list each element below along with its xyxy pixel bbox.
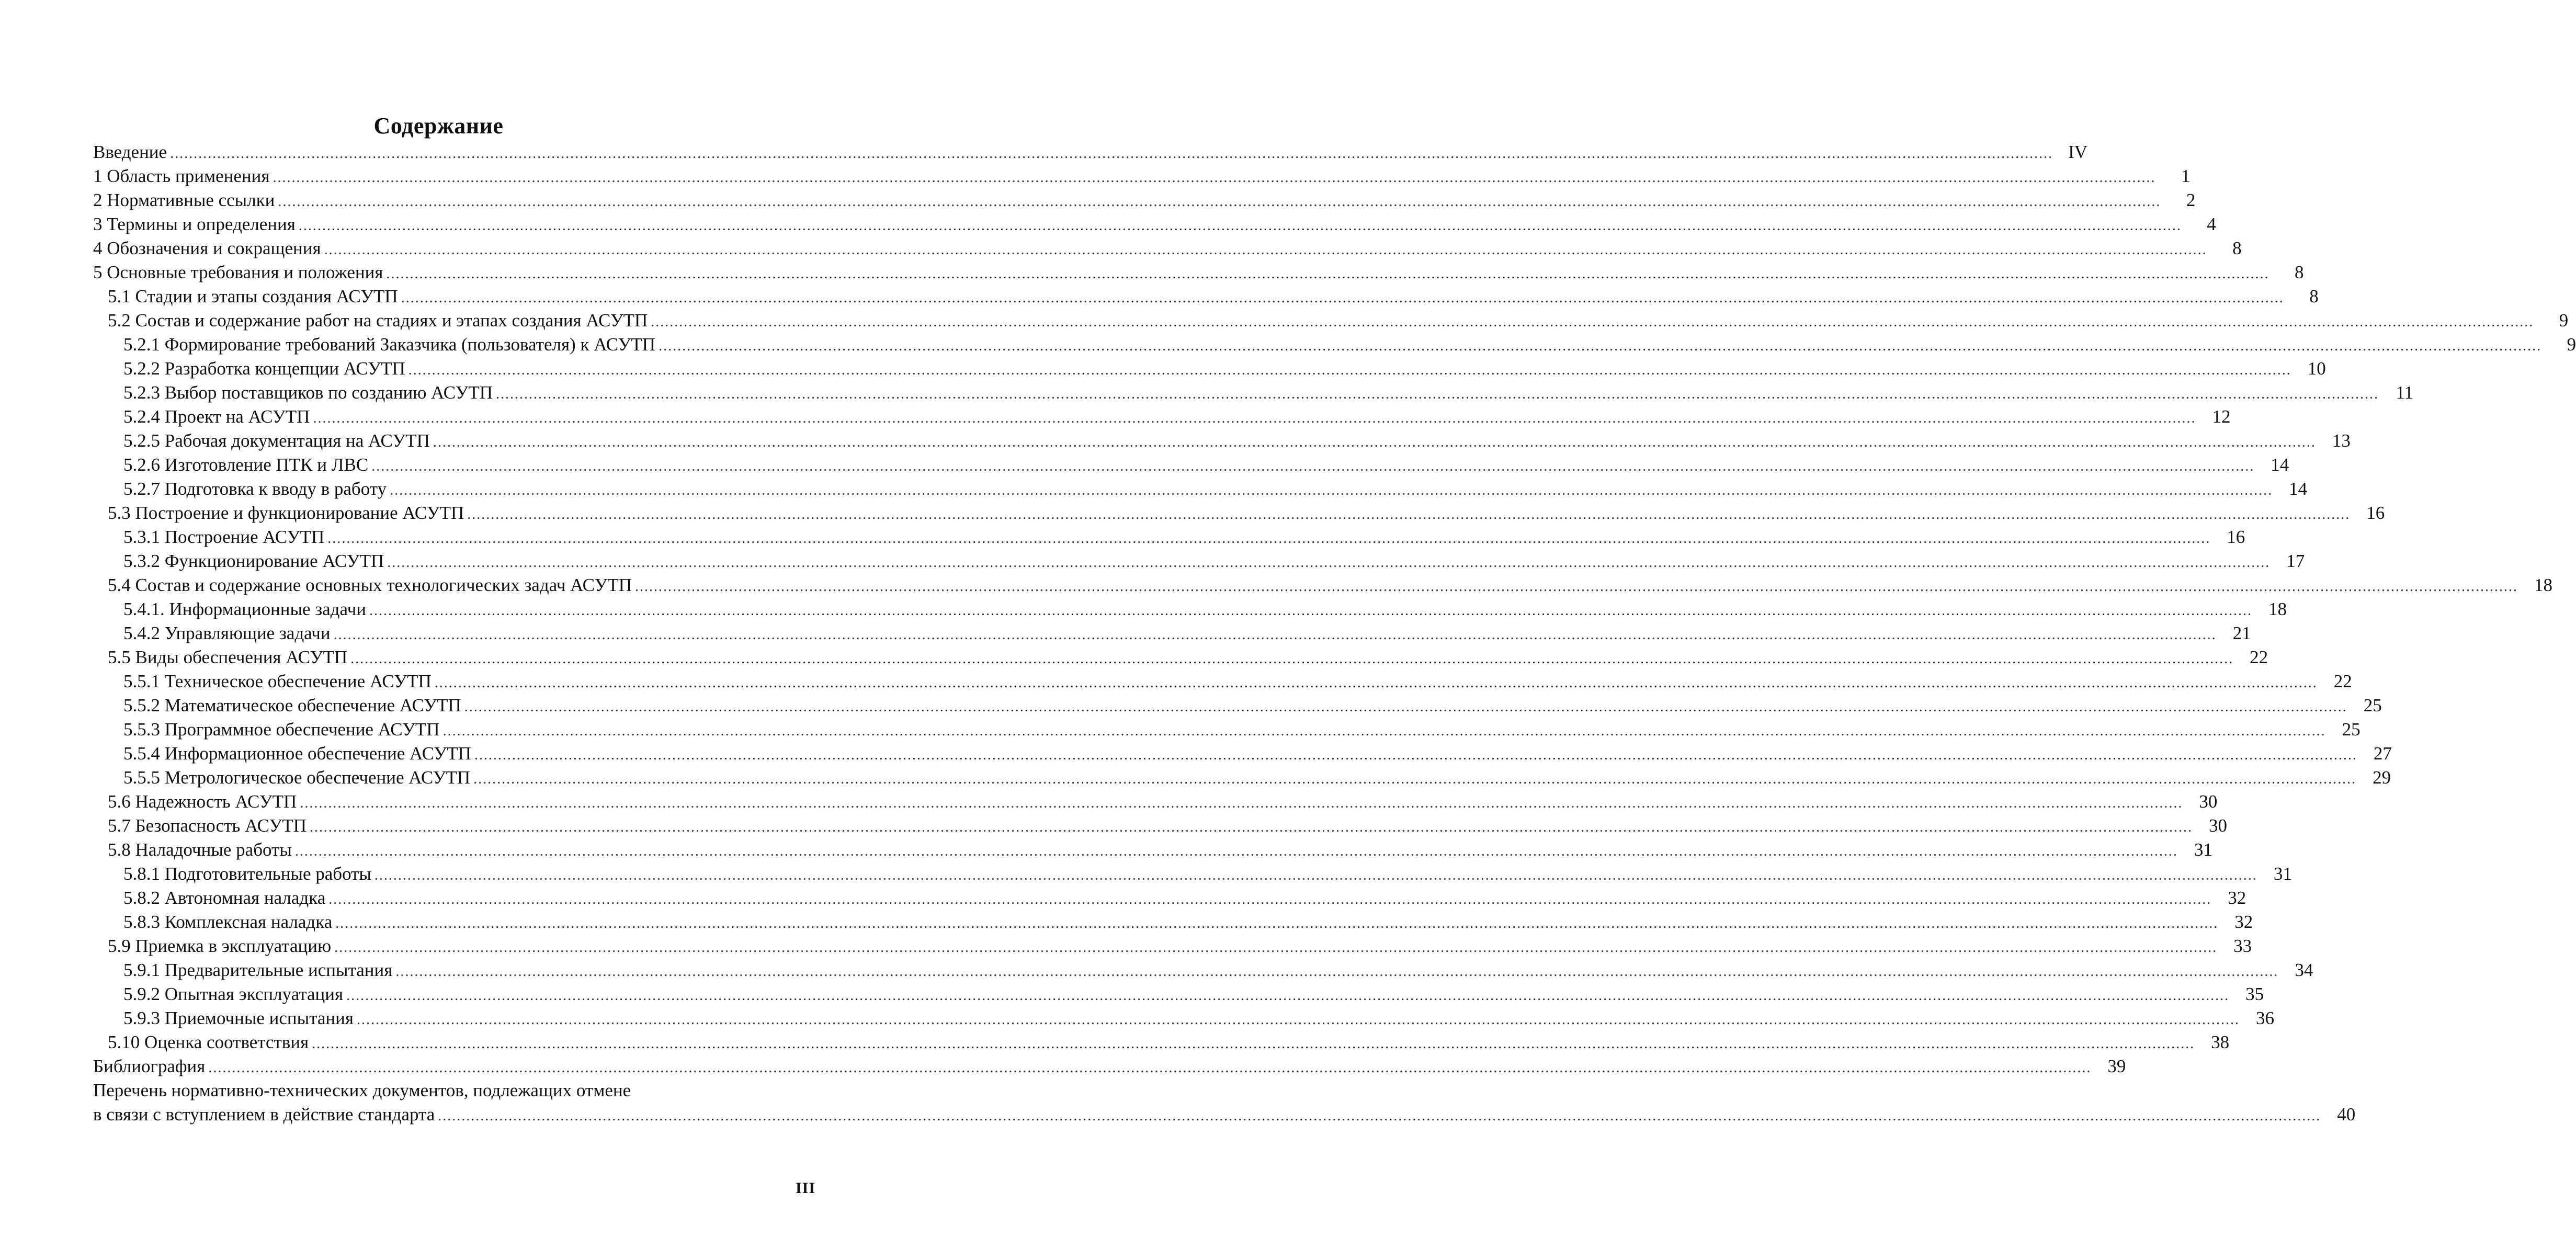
toc-entry-title: 5.9.2 Опытная эксплуатация bbox=[123, 984, 344, 1004]
page-number: III bbox=[795, 1179, 815, 1197]
toc-entry bbox=[93, 236, 2242, 260]
toc-entry-page: 13 bbox=[2332, 430, 2351, 451]
toc-entry-title: 5.2.2 Разработка концепции АСУТП bbox=[123, 358, 405, 379]
toc-entry-line bbox=[93, 164, 2191, 188]
toc-entry-line bbox=[123, 742, 2392, 766]
toc-entry-title: 5.5.1 Техническое обеспечение АСУТП bbox=[123, 671, 432, 691]
dot-leader: ................................................................................................................................................................................................................................................................................................................................................................................................................ bbox=[651, 314, 2534, 330]
toc-entry-page: 14 bbox=[2289, 479, 2308, 499]
dot-leader: ................................................................................................................................................................................................................................................................................................................................................................................................................ bbox=[464, 699, 2347, 715]
toc-entry bbox=[93, 333, 2576, 357]
toc-entry-line bbox=[108, 573, 2552, 597]
dot-leader: ................................................................................................................................................................................................................................................................................................................................................................................................................ bbox=[390, 482, 2273, 498]
toc-entry bbox=[93, 188, 2196, 212]
toc-entry-title: 5.4 Состав и содержание основных технологических задач АСУТП bbox=[108, 575, 632, 595]
dot-leader: ................................................................................................................................................................................................................................................................................................................................................................................................................ bbox=[467, 506, 2351, 523]
toc-entry-page: 17 bbox=[2286, 551, 2305, 571]
dot-leader: ................................................................................................................................................................................................................................................................................................................................................................................................................ bbox=[298, 218, 2182, 234]
toc-entry-title: 5.7 Безопасность АСУТП bbox=[108, 815, 307, 836]
toc-entry bbox=[93, 1054, 2126, 1079]
toc-entry bbox=[93, 549, 2305, 573]
dot-leader: ................................................................................................................................................................................................................................................................................................................................................................................................................ bbox=[309, 819, 2193, 835]
toc-entry-page: 16 bbox=[2366, 503, 2385, 523]
toc-entry-title: Введение bbox=[93, 142, 167, 162]
dot-leader: ................................................................................................................................................................................................................................................................................................................................................................................................................ bbox=[312, 1036, 2195, 1052]
toc-entry-page: 21 bbox=[2232, 623, 2251, 643]
toc-entry-page: 12 bbox=[2212, 406, 2231, 427]
toc-entry-page: 9 bbox=[2567, 334, 2576, 355]
toc-entry-title: в связи с вступлением в действие стандарта bbox=[93, 1104, 435, 1125]
toc-entry-page: 39 bbox=[2107, 1056, 2126, 1076]
toc-entry-line bbox=[123, 381, 2414, 405]
toc-entry-line bbox=[123, 862, 2292, 886]
toc-entry-line bbox=[123, 910, 2253, 934]
dot-leader: ................................................................................................................................................................................................................................................................................................................................................................................................................ bbox=[474, 747, 2357, 763]
toc-entry-line bbox=[108, 814, 2227, 838]
toc-entry-page: 38 bbox=[2211, 1032, 2230, 1052]
toc-entry bbox=[93, 862, 2292, 886]
toc-entry bbox=[93, 838, 2212, 862]
toc-entry-title: 1 Область применения bbox=[93, 166, 270, 186]
toc-entry bbox=[93, 669, 2352, 694]
toc-entry bbox=[93, 597, 2287, 621]
dot-leader: ................................................................................................................................................................................................................................................................................................................................................................................................................ bbox=[401, 290, 2284, 306]
dot-leader: ................................................................................................................................................................................................................................................................................................................................................................................................................ bbox=[333, 627, 2217, 643]
page-title: Содержание bbox=[373, 113, 504, 139]
toc-entry bbox=[93, 357, 2326, 381]
toc-entry bbox=[93, 285, 2319, 309]
toc-entry-page: 18 bbox=[2534, 575, 2552, 595]
toc-entry-title: 3 Термины и определения bbox=[93, 214, 296, 234]
dot-leader: ................................................................................................................................................................................................................................................................................................................................................................................................................ bbox=[170, 145, 2053, 162]
toc-entry-line bbox=[108, 838, 2212, 862]
toc-entry-line bbox=[93, 140, 2088, 164]
toc-entry-page: 25 bbox=[2363, 695, 2382, 716]
toc-entry-page: 18 bbox=[2268, 599, 2287, 619]
toc-entry-line bbox=[93, 1103, 2356, 1127]
toc-entry bbox=[93, 1030, 2230, 1054]
dot-leader: ................................................................................................................................................................................................................................................................................................................................................................................................................ bbox=[395, 963, 2279, 980]
toc-entry-title: 5.2.1 Формирование требований Заказчика (пользователя) к АСУТП bbox=[123, 334, 656, 355]
dot-leader: ................................................................................................................................................................................................................................................................................................................................................................................................................ bbox=[335, 915, 2219, 932]
toc-entry-line bbox=[108, 645, 2268, 669]
toc-entry-line bbox=[123, 718, 2361, 742]
toc-entry-line bbox=[108, 1030, 2230, 1054]
toc-entry-title: 5.9 Приемка в эксплуатацию bbox=[108, 936, 332, 956]
toc-entry-line bbox=[123, 549, 2305, 573]
toc-entry bbox=[93, 814, 2227, 838]
toc-entry-page: 30 bbox=[2199, 791, 2218, 812]
toc-entry-line bbox=[123, 669, 2352, 694]
dot-leader: ................................................................................................................................................................................................................................................................................................................................................................................................................ bbox=[496, 386, 2379, 402]
toc-entry-line bbox=[123, 477, 2308, 501]
toc-entry-title: 5.2 Состав и содержание работ на стадиях и этапах создания АСУТП bbox=[108, 310, 648, 331]
toc-entry bbox=[93, 525, 2245, 549]
toc-entry bbox=[93, 260, 2304, 285]
toc-entry-title: 5.5.5 Метрологическое обеспечение АСУТП bbox=[123, 767, 471, 788]
toc-entry-title: 5.10 Оценка соответствия bbox=[108, 1032, 309, 1052]
toc-entry-title: 2 Нормативные ссылки bbox=[93, 190, 275, 210]
toc-entry-line bbox=[123, 694, 2382, 718]
toc-entry-title: 5.2.7 Подготовка к вводу в работу bbox=[123, 479, 387, 499]
toc-entry-title: 5.5.4 Информационное обеспечение АСУТП bbox=[123, 743, 471, 764]
toc-entry-page: 8 bbox=[2294, 262, 2304, 282]
toc-entry-line bbox=[123, 333, 2576, 357]
toc-entry-page: 36 bbox=[2256, 1008, 2274, 1028]
toc-entry-page: 31 bbox=[2273, 864, 2292, 884]
toc-entry-title: 5.3.2 Функционирование АСУТП bbox=[123, 551, 384, 571]
toc-entry-title: 5.4.2 Управляющие задачи bbox=[123, 623, 331, 643]
dot-leader: ................................................................................................................................................................................................................................................................................................................................................................................................................ bbox=[328, 891, 2212, 907]
toc-entry-page: 8 bbox=[2309, 286, 2319, 307]
toc-entry-page: 11 bbox=[2396, 382, 2414, 403]
toc-entry-line bbox=[123, 597, 2287, 621]
dot-leader: ................................................................................................................................................................................................................................................................................................................................................................................................................ bbox=[473, 771, 2357, 787]
dot-leader: ................................................................................................................................................................................................................................................................................................................................................................................................................ bbox=[434, 675, 2318, 691]
toc-entry-page: 27 bbox=[2373, 743, 2392, 764]
toc-entry-page: 16 bbox=[2227, 527, 2245, 547]
toc-entry-title-line1: Перечень нормативно-технических документов, подлежащих отмене bbox=[93, 1080, 631, 1100]
toc-entry-page: 25 bbox=[2342, 719, 2361, 740]
dot-leader: ................................................................................................................................................................................................................................................................................................................................................................................................................ bbox=[208, 1060, 2092, 1076]
toc-entry-title: 5.9.1 Предварительные испытания bbox=[123, 960, 393, 980]
toc-entry-title: 5.4.1. Информационные задачи bbox=[123, 599, 366, 619]
toc-entry-title: 5 Основные требования и положения bbox=[93, 262, 383, 282]
toc-entry-title: 5.9.3 Приемочные испытания bbox=[123, 1008, 354, 1028]
toc-entry-page: 31 bbox=[2194, 839, 2212, 860]
toc-entry-title: 5.6 Надежность АСУТП bbox=[108, 791, 297, 812]
toc-entry-title: 5.5 Виды обеспечения АСУТП bbox=[108, 647, 348, 667]
toc-entry-page: 32 bbox=[2228, 888, 2246, 908]
toc-entry bbox=[93, 405, 2231, 429]
toc-entry-title: 5.2.3 Выбор поставщиков по созданию АСУТП bbox=[123, 382, 493, 403]
toc-entry-page: 32 bbox=[2234, 912, 2253, 932]
dot-leader: ................................................................................................................................................................................................................................................................................................................................................................................................................ bbox=[327, 530, 2211, 547]
dot-leader: ................................................................................................................................................................................................................................................................................................................................................................................................................ bbox=[387, 554, 2271, 571]
dot-leader: ................................................................................................................................................................................................................................................................................................................................................................................................................ bbox=[350, 651, 2234, 667]
dot-leader: ................................................................................................................................................................................................................................................................................................................................................................................................................ bbox=[634, 578, 2518, 595]
dot-leader: ................................................................................................................................................................................................................................................................................................................................................................................................................ bbox=[346, 987, 2230, 1004]
toc-entry-page: 29 bbox=[2373, 767, 2391, 788]
dot-leader: ................................................................................................................................................................................................................................................................................................................................................................................................................ bbox=[334, 939, 2218, 956]
toc-entry-page: 2 bbox=[2186, 190, 2196, 210]
toc-entry-page: 40 bbox=[2337, 1104, 2356, 1125]
toc-entry-page: 22 bbox=[2250, 647, 2268, 667]
toc-entry bbox=[93, 164, 2191, 188]
toc-entry bbox=[93, 501, 2385, 525]
toc-entry bbox=[93, 886, 2246, 910]
toc-entry-title: Библиография bbox=[93, 1056, 206, 1076]
toc-entry bbox=[93, 1079, 2356, 1127]
toc-entry-title: 5.2.4 Проект на АСУТП bbox=[123, 406, 310, 427]
dot-leader: ................................................................................................................................................................................................................................................................................................................................................................................................................ bbox=[371, 458, 2255, 474]
toc-entry-line bbox=[93, 236, 2242, 260]
toc-entry-title: 5.5.3 Программное обеспечение АСУТП bbox=[123, 719, 440, 740]
toc-entry-page: 10 bbox=[2307, 358, 2326, 379]
toc-entry-line bbox=[108, 501, 2385, 525]
toc-entry-line bbox=[123, 766, 2391, 790]
toc-entry bbox=[93, 212, 2216, 236]
toc-entry-page: 4 bbox=[2207, 214, 2216, 234]
toc-entry-line bbox=[123, 429, 2351, 453]
toc-entry-page: IV bbox=[2068, 142, 2088, 162]
toc-entry-line bbox=[93, 1054, 2126, 1079]
toc-entry bbox=[93, 477, 2308, 501]
toc-entry-line bbox=[123, 525, 2245, 549]
dot-leader: ................................................................................................................................................................................................................................................................................................................................................................................................................ bbox=[278, 194, 2161, 210]
toc-entry-title: 5.8.1 Подготовительные работы bbox=[123, 864, 371, 884]
toc-entry-line bbox=[123, 982, 2264, 1006]
toc-entry bbox=[93, 718, 2361, 742]
toc-entry bbox=[93, 910, 2253, 934]
table-of-contents bbox=[93, 140, 2576, 1127]
dot-leader: ................................................................................................................................................................................................................................................................................................................................................................................................................ bbox=[408, 362, 2291, 378]
toc-entry-title: 5.8.2 Автономная наладка bbox=[123, 888, 326, 908]
toc-entry bbox=[93, 766, 2391, 790]
toc-entry bbox=[93, 621, 2251, 645]
toc-entry-line bbox=[108, 790, 2218, 814]
toc-entry-line bbox=[93, 188, 2196, 212]
dot-leader: ................................................................................................................................................................................................................................................................................................................................................................................................................ bbox=[300, 795, 2183, 811]
toc-entry-line bbox=[123, 1006, 2274, 1030]
dot-leader: ................................................................................................................................................................................................................................................................................................................................................................................................................ bbox=[313, 410, 2196, 426]
dot-leader: ................................................................................................................................................................................................................................................................................................................................................................................................................ bbox=[369, 603, 2252, 619]
toc-entry-page: 1 bbox=[2181, 166, 2191, 186]
toc-entry-page: 14 bbox=[2271, 455, 2289, 475]
toc-entry-page: 35 bbox=[2245, 984, 2264, 1004]
toc-entry bbox=[93, 309, 2569, 333]
toc-entry-page: 22 bbox=[2333, 671, 2352, 691]
toc-entry bbox=[93, 381, 2414, 405]
toc-entry-line bbox=[108, 285, 2319, 309]
toc-entry-line bbox=[123, 453, 2289, 477]
toc-entry-title: 5.5.2 Математическое обеспечение АСУТП bbox=[123, 695, 461, 716]
toc-entry-title: 5.2.6 Изготовление ПТК и ЛВС bbox=[123, 455, 369, 475]
toc-entry-title: 5.3 Построение и функционирование АСУТП bbox=[108, 503, 464, 523]
toc-entry-line bbox=[123, 405, 2231, 429]
toc-entry-title: 4 Обозначения и сокращения bbox=[93, 238, 321, 258]
toc-entry bbox=[93, 429, 2351, 453]
toc-entry-title: 5.8 Наладочные работы bbox=[108, 839, 292, 860]
toc-entry-line bbox=[108, 309, 2569, 333]
toc-entry-line bbox=[123, 958, 2313, 982]
toc-entry-line bbox=[123, 357, 2326, 381]
toc-entry bbox=[93, 1006, 2274, 1030]
toc-entry-page: 8 bbox=[2232, 238, 2242, 258]
toc-entry bbox=[93, 790, 2218, 814]
toc-entry bbox=[93, 645, 2268, 669]
toc-entry-line bbox=[123, 621, 2251, 645]
toc-entry-title: 5.2.5 Рабочая документация на АСУТП bbox=[123, 430, 430, 451]
toc-entry bbox=[93, 982, 2264, 1006]
toc-entry bbox=[93, 694, 2382, 718]
toc-entry-title: 5.8.3 Комплексная наладка bbox=[123, 912, 333, 932]
dot-leader: ................................................................................................................................................................................................................................................................................................................................................................................................................ bbox=[374, 867, 2257, 883]
toc-entry bbox=[93, 573, 2552, 597]
dot-leader: ................................................................................................................................................................................................................................................................................................................................................................................................................ bbox=[438, 1108, 2321, 1124]
toc-entry bbox=[93, 453, 2289, 477]
dot-leader: ................................................................................................................................................................................................................................................................................................................................................................................................................ bbox=[442, 723, 2326, 739]
dot-leader: ................................................................................................................................................................................................................................................................................................................................................................................................................ bbox=[324, 242, 2207, 258]
dot-leader: ................................................................................................................................................................................................................................................................................................................................................................................................................ bbox=[433, 434, 2316, 450]
toc-entry bbox=[93, 958, 2313, 982]
toc-entry bbox=[93, 140, 2088, 164]
toc-entry-title: 5.1 Стадии и этапы создания АСУТП bbox=[108, 286, 398, 307]
toc-entry bbox=[93, 742, 2392, 766]
toc-entry-title: 5.3.1 Построение АСУТП bbox=[123, 527, 325, 547]
toc-entry-line bbox=[108, 934, 2252, 958]
toc-entry-page: 9 bbox=[2559, 310, 2569, 331]
dot-leader: ................................................................................................................................................................................................................................................................................................................................................................................................................ bbox=[294, 843, 2178, 859]
toc-entry-line bbox=[93, 260, 2304, 285]
dot-leader: ................................................................................................................................................................................................................................................................................................................................................................................................................ bbox=[386, 266, 2269, 282]
toc-entry-page: 34 bbox=[2295, 960, 2313, 980]
dot-leader: ................................................................................................................................................................................................................................................................................................................................................................................................................ bbox=[659, 338, 2542, 354]
toc-entry bbox=[93, 934, 2252, 958]
dot-leader: ................................................................................................................................................................................................................................................................................................................................................................................................................ bbox=[357, 1012, 2240, 1028]
toc-entry-page: 33 bbox=[2233, 936, 2252, 956]
dot-leader: ................................................................................................................................................................................................................................................................................................................................................................................................................ bbox=[273, 169, 2156, 186]
toc-entry-line bbox=[93, 212, 2216, 236]
toc-entry-line bbox=[123, 886, 2246, 910]
toc-entry-page: 30 bbox=[2208, 815, 2227, 836]
